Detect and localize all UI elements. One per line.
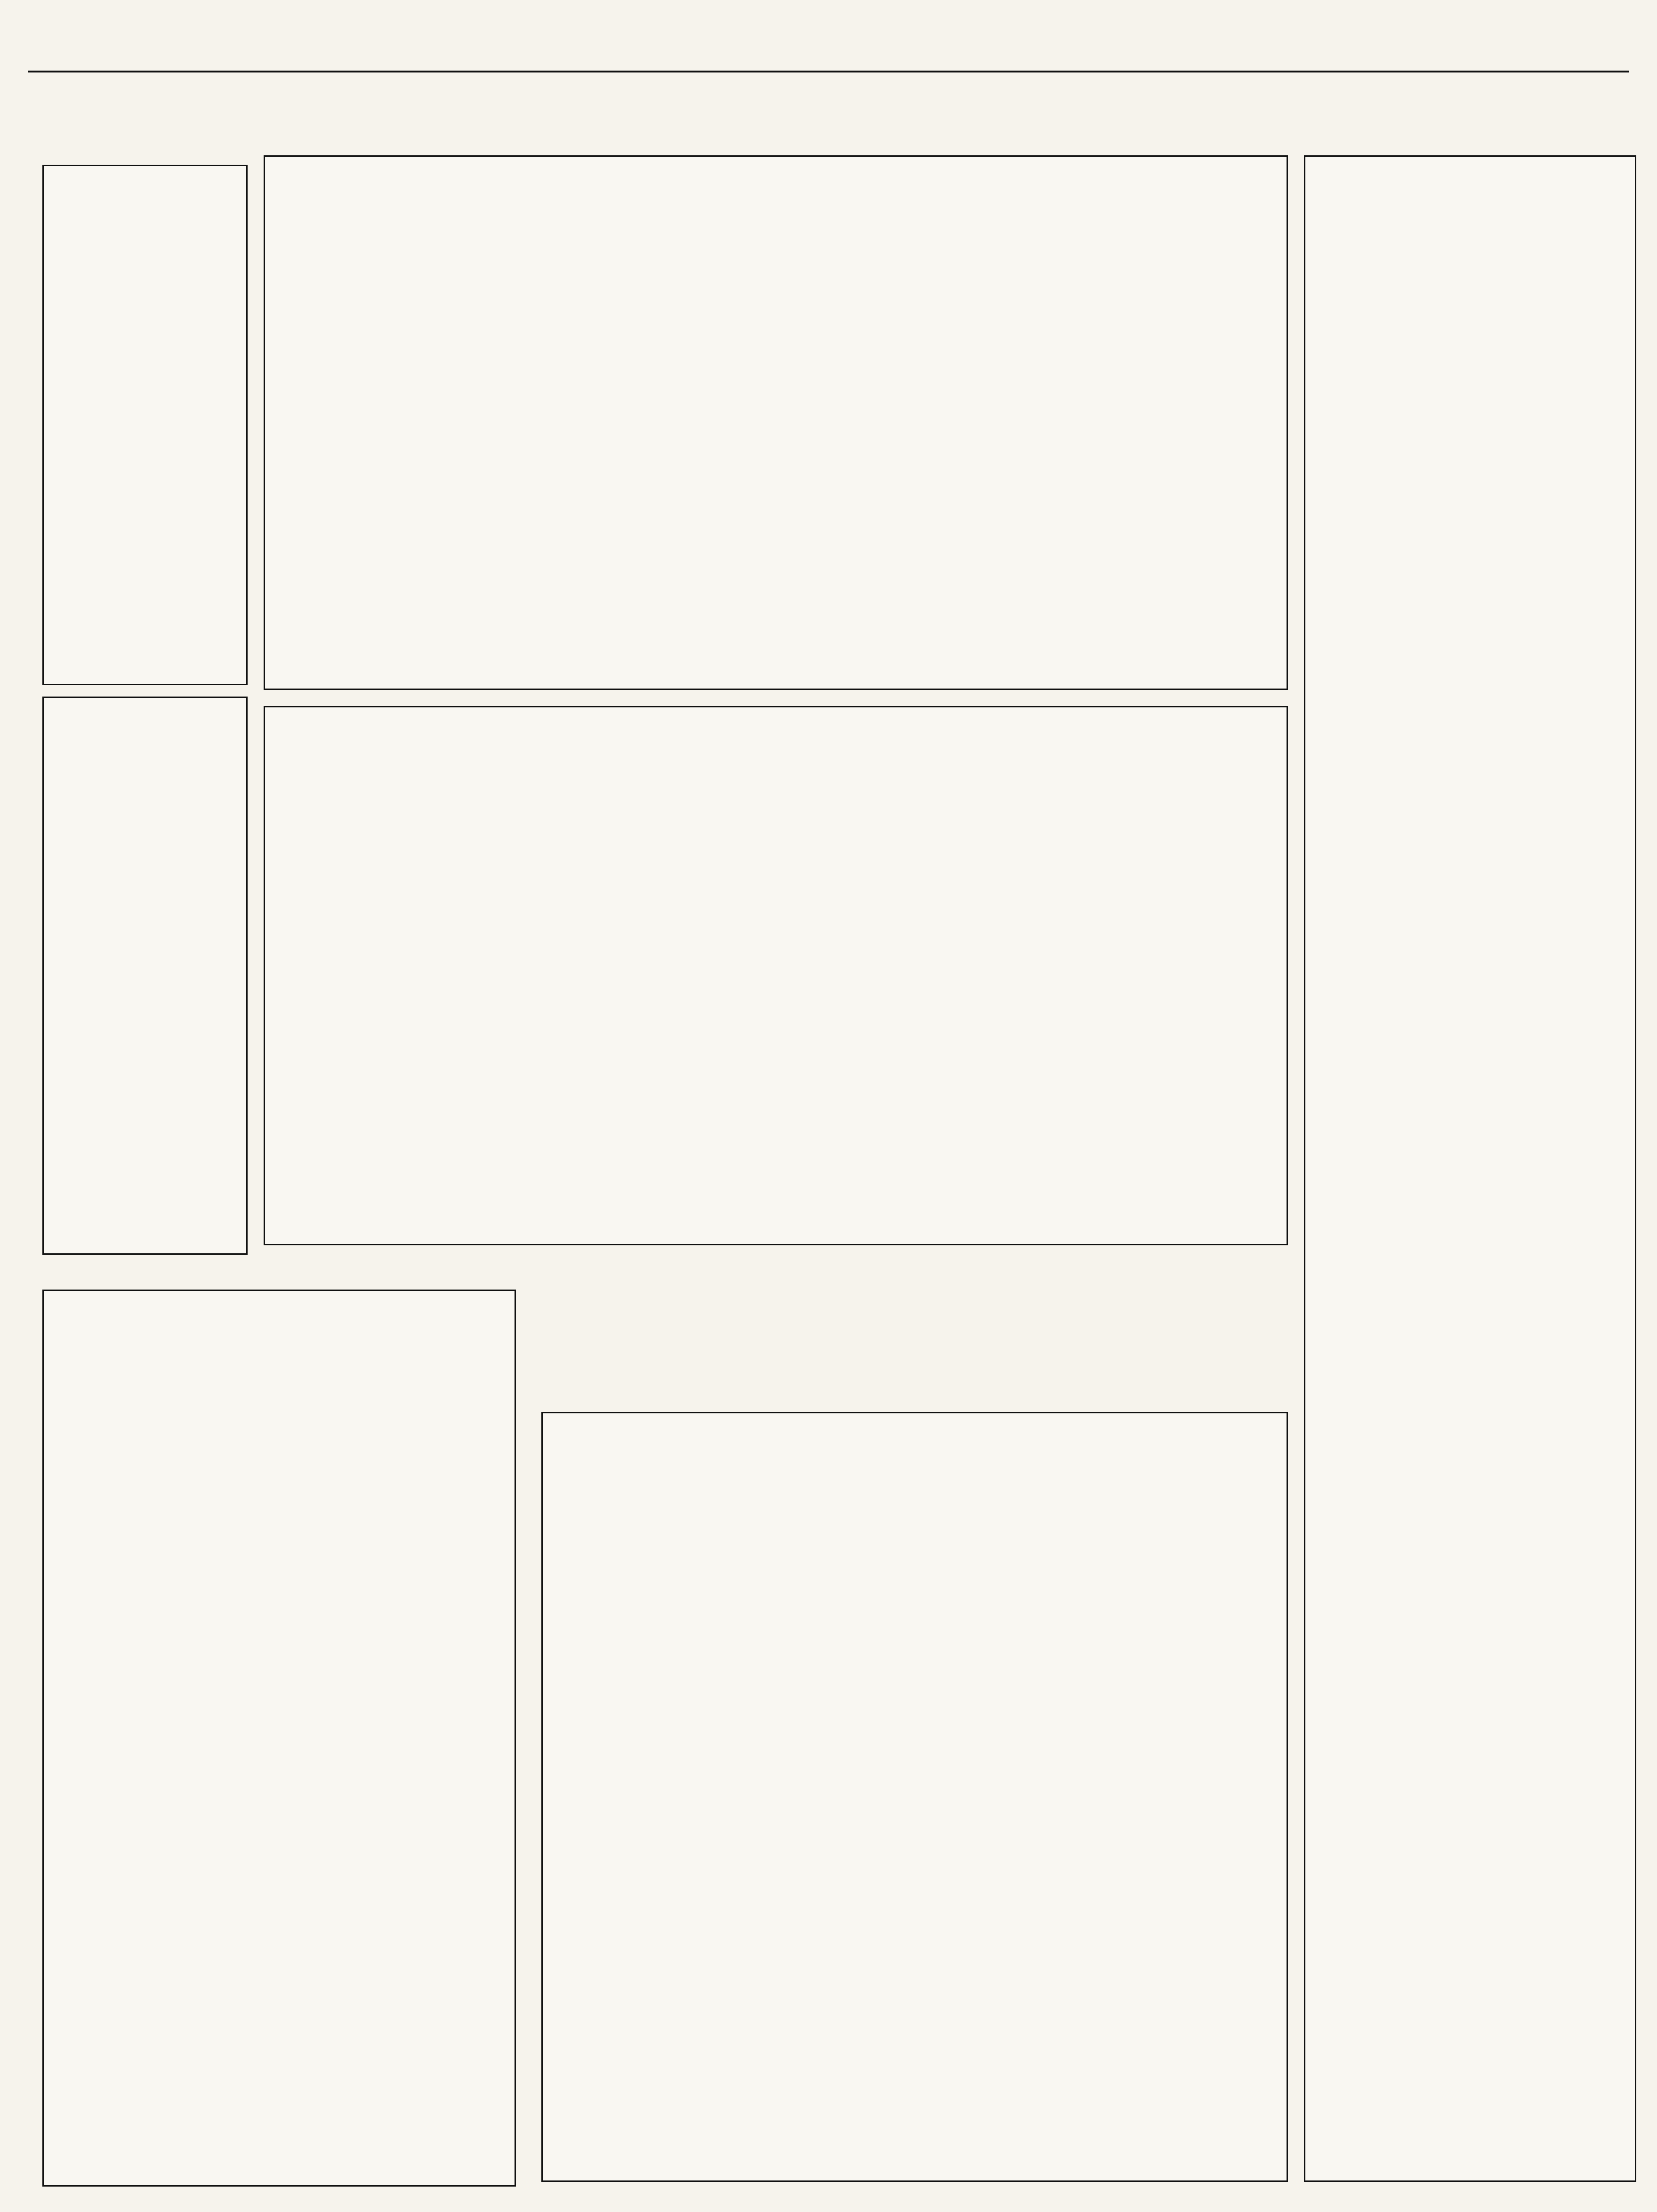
right-column <box>1304 155 1636 2182</box>
center-middle-article <box>264 706 1288 1245</box>
center-lower-articles <box>541 1412 1288 2182</box>
publisher-box <box>42 165 248 685</box>
left-column-article <box>42 697 248 1255</box>
page-header <box>28 19 1629 72</box>
lottery-advert <box>42 1290 516 2187</box>
main-top-article <box>264 155 1288 690</box>
